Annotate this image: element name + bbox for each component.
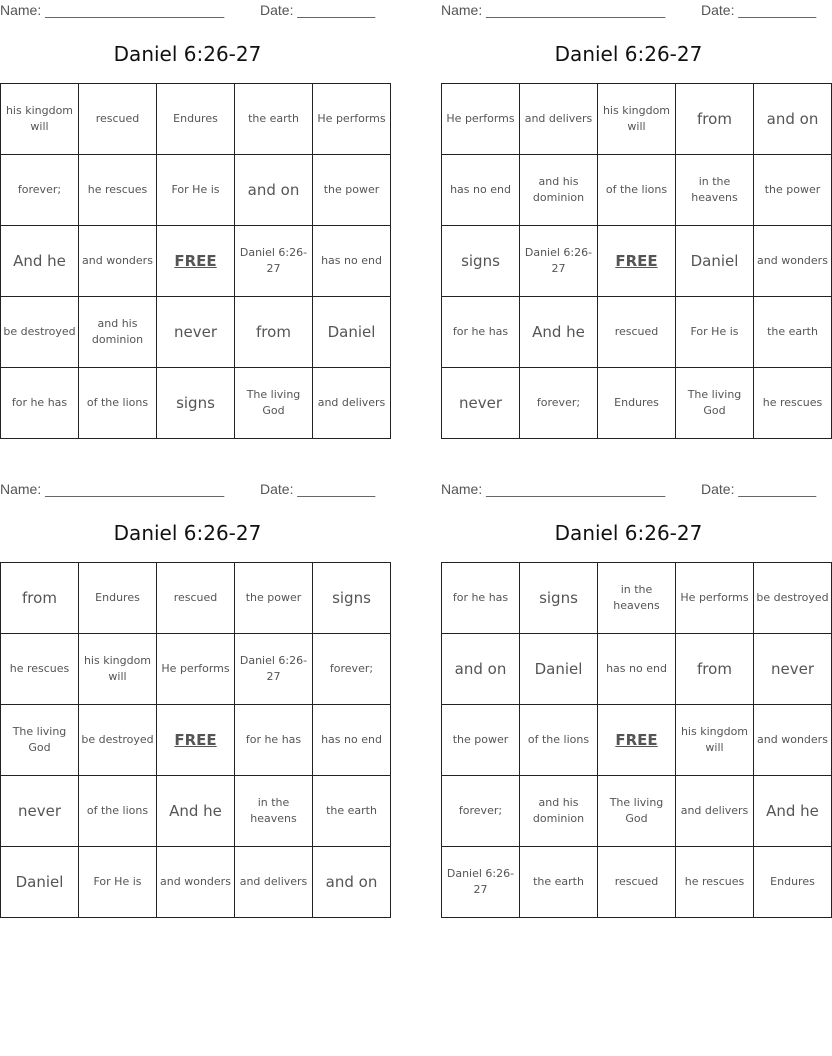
bingo-cell[interactable]: and on bbox=[754, 84, 832, 155]
bingo-cell[interactable]: and wonders bbox=[754, 226, 832, 297]
name-field[interactable]: Name: _______________________ bbox=[0, 481, 225, 497]
grid-row bbox=[442, 634, 832, 705]
grid-row bbox=[442, 368, 832, 439]
bingo-cell[interactable]: For He is bbox=[79, 847, 157, 918]
bingo-cell[interactable]: the power bbox=[442, 705, 520, 776]
bingo-cell[interactable]: signs bbox=[157, 368, 235, 439]
bingo-card-4 bbox=[441, 479, 829, 919]
bingo-cell[interactable]: for he has bbox=[235, 705, 313, 776]
grid-row bbox=[1, 776, 391, 847]
bingo-cell[interactable]: never bbox=[157, 297, 235, 368]
card-title: Daniel 6:26-27 bbox=[554, 42, 703, 66]
bingo-cell[interactable]: He performs bbox=[313, 84, 391, 155]
bingo-cell[interactable]: Daniel bbox=[313, 297, 391, 368]
bingo-cell[interactable]: Daniel 6:26-27 bbox=[235, 226, 313, 297]
bingo-card-1 bbox=[0, 0, 386, 440]
grid-row bbox=[1, 634, 391, 705]
bingo-cell[interactable]: and wonders bbox=[157, 847, 235, 918]
free-space[interactable]: FREE bbox=[598, 705, 676, 776]
bingo-cell[interactable]: in the heavens bbox=[676, 155, 754, 226]
bingo-cell[interactable]: be destroyed bbox=[1, 297, 79, 368]
bingo-cell[interactable]: Daniel bbox=[1, 847, 79, 918]
grid-row bbox=[1, 368, 391, 439]
bingo-cell[interactable]: he rescues bbox=[676, 847, 754, 918]
bingo-cell[interactable]: and wonders bbox=[754, 705, 832, 776]
bingo-cell[interactable]: He performs bbox=[442, 84, 520, 155]
bingo-cell[interactable]: The living God bbox=[1, 705, 79, 776]
bingo-cell[interactable]: his kingdom will bbox=[79, 634, 157, 705]
bingo-cell[interactable]: he rescues bbox=[79, 155, 157, 226]
free-space[interactable]: FREE bbox=[157, 705, 235, 776]
bingo-cell[interactable]: He performs bbox=[157, 634, 235, 705]
bingo-cell[interactable]: forever; bbox=[442, 776, 520, 847]
bingo-cell[interactable]: and his dominion bbox=[79, 297, 157, 368]
bingo-cell[interactable]: from bbox=[676, 84, 754, 155]
grid-row bbox=[1, 155, 391, 226]
bingo-cell[interactable]: Daniel 6:26-27 bbox=[442, 847, 520, 918]
bingo-cell[interactable]: forever; bbox=[1, 155, 79, 226]
bingo-cell[interactable]: of the lions bbox=[79, 368, 157, 439]
bingo-grid bbox=[0, 83, 391, 439]
bingo-cell[interactable]: be destroyed bbox=[79, 705, 157, 776]
grid-row bbox=[442, 297, 832, 368]
free-space[interactable]: FREE bbox=[157, 226, 235, 297]
bingo-cell[interactable]: from bbox=[1, 563, 79, 634]
card-title: Daniel 6:26-27 bbox=[554, 521, 703, 545]
grid-row bbox=[1, 847, 391, 918]
bingo-cell[interactable]: he rescues bbox=[754, 368, 832, 439]
bingo-cell[interactable]: has no end bbox=[598, 634, 676, 705]
grid-row bbox=[1, 563, 391, 634]
bingo-cell[interactable]: and on bbox=[313, 847, 391, 918]
bingo-cell[interactable]: and delivers bbox=[313, 368, 391, 439]
card-title: Daniel 6:26-27 bbox=[113, 42, 262, 66]
date-field[interactable]: Date: __________ bbox=[701, 2, 817, 18]
bingo-card-2 bbox=[441, 0, 828, 440]
bingo-cell[interactable]: for he has bbox=[1, 368, 79, 439]
bingo-cell[interactable]: in the heavens bbox=[235, 776, 313, 847]
bingo-cell[interactable]: has no end bbox=[442, 155, 520, 226]
bingo-cell[interactable]: has no end bbox=[313, 705, 391, 776]
grid-row bbox=[442, 847, 832, 918]
grid-row bbox=[442, 776, 832, 847]
grid-row bbox=[442, 84, 832, 155]
bingo-cell[interactable]: forever; bbox=[520, 368, 598, 439]
bingo-cell[interactable]: never bbox=[754, 634, 832, 705]
bingo-cell[interactable]: rescued bbox=[598, 297, 676, 368]
date-field[interactable]: Date: __________ bbox=[260, 481, 376, 497]
grid-row bbox=[442, 155, 832, 226]
bingo-cell[interactable]: The living God bbox=[676, 368, 754, 439]
bingo-cell[interactable]: be destroyed bbox=[754, 563, 832, 634]
bingo-cell[interactable]: his kingdom will bbox=[676, 705, 754, 776]
bingo-cell[interactable]: For He is bbox=[157, 155, 235, 226]
bingo-cell[interactable]: Daniel bbox=[676, 226, 754, 297]
date-field[interactable]: Date: __________ bbox=[260, 2, 376, 18]
bingo-cell[interactable]: the power bbox=[313, 155, 391, 226]
bingo-cell[interactable]: and on bbox=[235, 155, 313, 226]
bingo-cell[interactable]: rescued bbox=[79, 84, 157, 155]
bingo-cell[interactable]: Daniel bbox=[520, 634, 598, 705]
name-field[interactable]: Name: _______________________ bbox=[441, 2, 666, 18]
date-field[interactable]: Date: __________ bbox=[701, 481, 817, 497]
bingo-cell[interactable]: he rescues bbox=[1, 634, 79, 705]
free-space[interactable]: FREE bbox=[598, 226, 676, 297]
bingo-cell[interactable]: Daniel 6:26-27 bbox=[235, 634, 313, 705]
bingo-cell[interactable]: He performs bbox=[676, 563, 754, 634]
grid-row bbox=[442, 563, 832, 634]
bingo-cell[interactable]: the earth bbox=[313, 776, 391, 847]
bingo-cell[interactable]: And he bbox=[1, 226, 79, 297]
bingo-cell[interactable]: signs bbox=[442, 226, 520, 297]
bingo-cell[interactable]: and on bbox=[442, 634, 520, 705]
name-field[interactable]: Name: _______________________ bbox=[0, 2, 225, 18]
bingo-cell[interactable]: the earth bbox=[754, 297, 832, 368]
bingo-cell[interactable]: has no end bbox=[313, 226, 391, 297]
bingo-cell[interactable]: and wonders bbox=[79, 226, 157, 297]
card-title: Daniel 6:26-27 bbox=[113, 521, 262, 545]
grid-row bbox=[442, 705, 832, 776]
grid-row bbox=[442, 226, 832, 297]
bingo-cell[interactable]: and delivers bbox=[520, 84, 598, 155]
bingo-cell[interactable]: Endures bbox=[157, 84, 235, 155]
bingo-cell[interactable]: his kingdom will bbox=[598, 84, 676, 155]
bingo-cell[interactable]: and delivers bbox=[235, 847, 313, 918]
bingo-cell[interactable]: the earth bbox=[520, 847, 598, 918]
bingo-grid bbox=[0, 562, 391, 918]
bingo-cell[interactable]: Endures bbox=[79, 563, 157, 634]
bingo-cell[interactable]: and his dominion bbox=[520, 776, 598, 847]
bingo-cell[interactable]: signs bbox=[520, 563, 598, 634]
grid-row bbox=[1, 705, 391, 776]
bingo-cell[interactable]: of the lions bbox=[79, 776, 157, 847]
bingo-cell[interactable]: the power bbox=[754, 155, 832, 226]
grid-row bbox=[1, 226, 391, 297]
bingo-grid bbox=[441, 562, 832, 918]
bingo-cell[interactable]: The living God bbox=[598, 776, 676, 847]
bingo-cell[interactable]: and his dominion bbox=[520, 155, 598, 226]
bingo-cell[interactable]: and delivers bbox=[676, 776, 754, 847]
bingo-cell[interactable]: Daniel 6:26-27 bbox=[520, 226, 598, 297]
bingo-cell[interactable]: never bbox=[442, 368, 520, 439]
bingo-cell[interactable]: forever; bbox=[313, 634, 391, 705]
name-field[interactable]: Name: _______________________ bbox=[441, 481, 666, 497]
bingo-cell[interactable]: And he bbox=[754, 776, 832, 847]
bingo-cell[interactable]: rescued bbox=[157, 563, 235, 634]
bingo-cell[interactable]: Endures bbox=[754, 847, 832, 918]
grid-row bbox=[1, 297, 391, 368]
bingo-cell[interactable]: never bbox=[1, 776, 79, 847]
bingo-cell[interactable]: rescued bbox=[598, 847, 676, 918]
bingo-cell[interactable]: of the lions bbox=[598, 155, 676, 226]
bingo-cell[interactable]: And he bbox=[520, 297, 598, 368]
bingo-cell[interactable]: the earth bbox=[235, 84, 313, 155]
bingo-cell[interactable]: Endures bbox=[598, 368, 676, 439]
bingo-cell[interactable]: from bbox=[235, 297, 313, 368]
bingo-cell[interactable]: for he has bbox=[442, 563, 520, 634]
bingo-cell[interactable]: The living God bbox=[235, 368, 313, 439]
bingo-cell[interactable]: signs bbox=[313, 563, 391, 634]
bingo-card-3 bbox=[0, 479, 382, 919]
grid-row bbox=[1, 84, 391, 155]
bingo-grid bbox=[441, 83, 832, 439]
bingo-cell[interactable]: his kingdom will bbox=[1, 84, 79, 155]
bingo-cell[interactable]: of the lions bbox=[520, 705, 598, 776]
bingo-cell[interactable]: from bbox=[676, 634, 754, 705]
bingo-cell[interactable]: the power bbox=[235, 563, 313, 634]
bingo-cell[interactable]: for he has bbox=[442, 297, 520, 368]
bingo-cell[interactable]: And he bbox=[157, 776, 235, 847]
bingo-cell[interactable]: For He is bbox=[676, 297, 754, 368]
bingo-cell[interactable]: in the heavens bbox=[598, 563, 676, 634]
